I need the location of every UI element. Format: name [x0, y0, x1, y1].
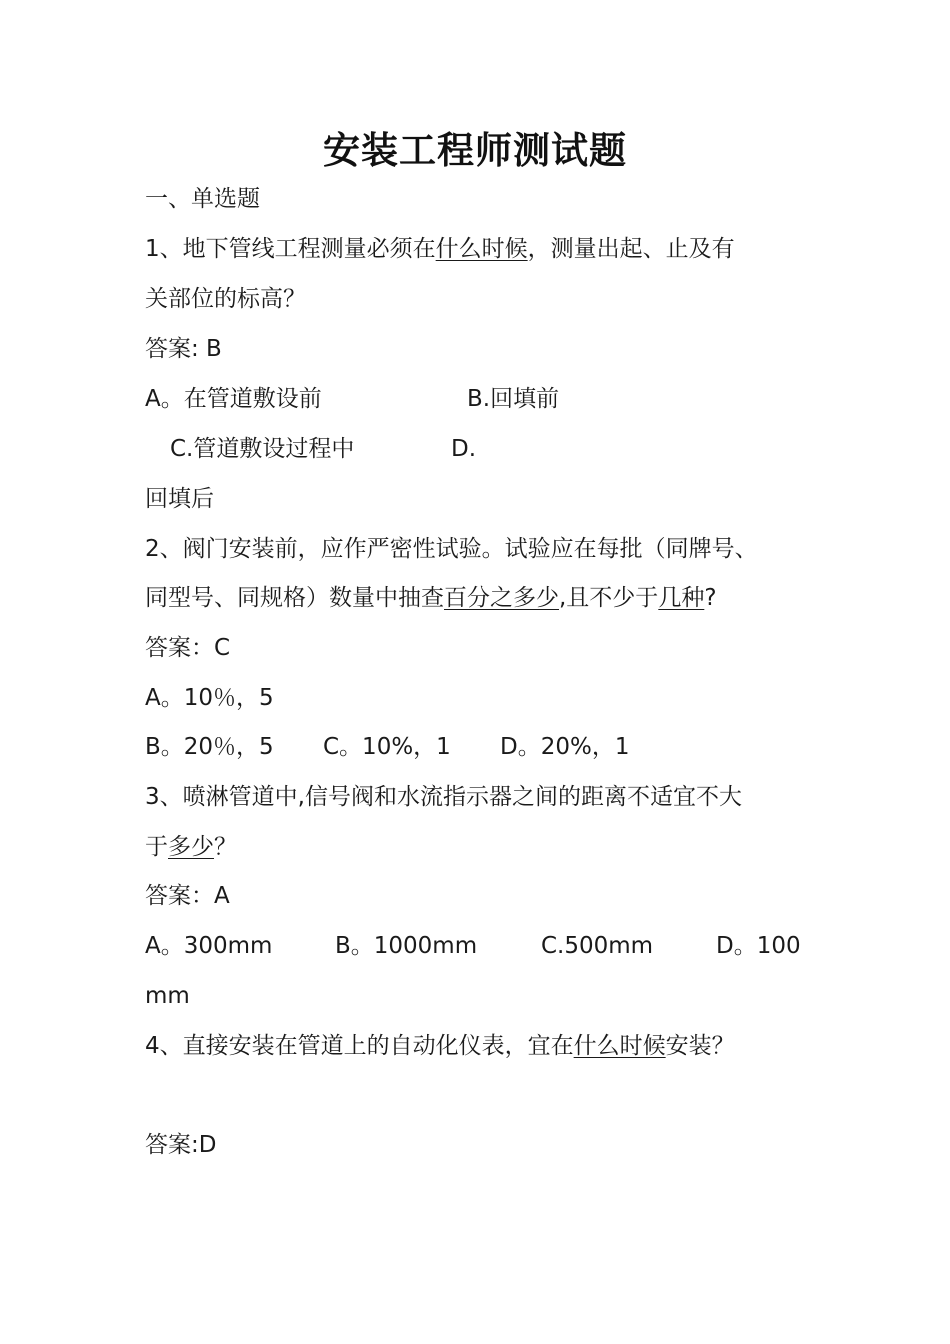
question-2-underlined-term-1: 百分之多少 [444, 585, 559, 611]
question-4-underlined-term: 什么时候 [573, 1033, 666, 1059]
question-1-line-1: 1、地下管线工程测量必须在什么时候，测量出起、止及有 [145, 236, 735, 262]
question-1-answer: 答案: B [145, 336, 222, 362]
question-2-option-d: D。20%，1 [500, 734, 630, 760]
question-4-line-1: 4、直接安装在管道上的自动化仪表，宜在什么时候安装？ [145, 1033, 735, 1059]
document-title: 安装工程师测试题 [323, 128, 627, 172]
question-2-answer: 答案：C [145, 635, 231, 661]
question-1-option-d: D. [451, 436, 477, 462]
question-4-answer: 答案:D [145, 1132, 217, 1158]
question-3-option-b: B。1000mm [335, 933, 478, 959]
question-3-line-1: 3、喷淋管道中,信号阀和水流指示器之间的距离不适宜不大 [145, 784, 742, 810]
question-3-option-c: C.500mm [541, 933, 654, 959]
question-2-underlined-term-2: 几种 [658, 585, 705, 611]
question-3-option-d: D。100 [716, 933, 801, 959]
question-1-option-d-continued: 回填后 [145, 486, 214, 512]
section-heading: 一、单选题 [145, 186, 260, 212]
question-3-underlined-term: 多少 [168, 834, 214, 860]
question-2-line-1: 2、阀门安装前，应作严密性试验。试验应在每批（同牌号、 [145, 536, 758, 562]
question-1-line-2: 关部位的标高？ [145, 286, 306, 312]
question-3-option-d-continued: mm [145, 983, 190, 1009]
question-2-option-b: B。20％，5 [145, 734, 274, 760]
question-3-line-2: 于多少？ [145, 834, 237, 860]
question-2-line-2: 同型号、同规格）数量中抽查百分之多少,且不少于几种? [145, 585, 717, 611]
question-2-option-a: A。10％，5 [145, 685, 274, 711]
question-1-option-a: A。在管道敷设前 [145, 386, 322, 412]
question-3-option-a: A。300mm [145, 933, 273, 959]
question-2-option-c: C。10%，1 [323, 734, 451, 760]
question-1-option-b: B.回填前 [467, 386, 560, 412]
question-3-answer: 答案：A [145, 883, 230, 909]
question-1-option-c: C.管道敷设过程中 [170, 436, 355, 462]
question-1-underlined-term: 什么时候 [435, 236, 528, 262]
